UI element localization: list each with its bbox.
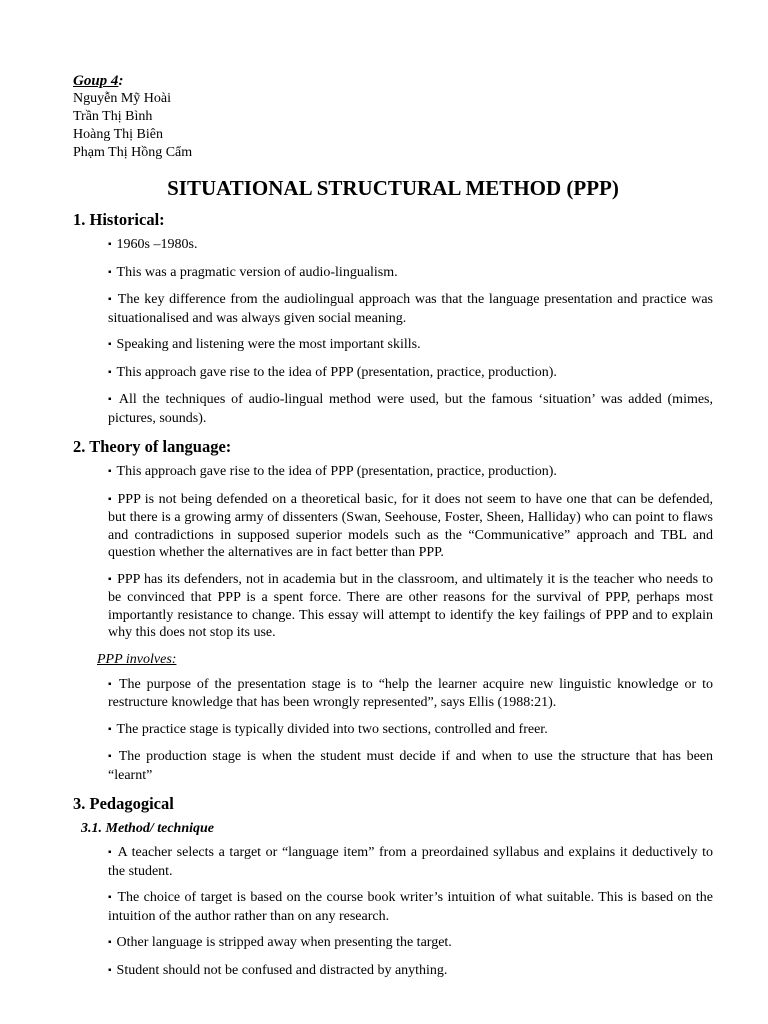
member-name: Hoàng Thị Biên: [73, 127, 163, 142]
member-name: Nguyễn Mỹ Hoài: [73, 91, 171, 106]
section-heading-pedagogical: 3. Pedagogical: [73, 794, 174, 813]
list-item: ▪ PPP has its defenders, not in academia but in the classroom, and ultimately it is the teacher who needs to be convinced that PPP is a spent force. There are other reasons for the survival of PPP, perhaps most importantly resistance to change. This essay will attempt to identify the key failings of PPP and to explain why this does not stop its use.: [108, 571, 713, 642]
group-label: Goup 4: [73, 73, 119, 89]
theory-bullet-list: [73, 463, 713, 642]
list-item: ▪ This approach gave rise to the idea of PPP (presentation, practice, production).: [108, 463, 713, 482]
subsection-heading-method: 3.1. Method/ technique: [81, 821, 215, 836]
pedagogical-bullet-list: [73, 844, 713, 980]
ppp-involves-label: PPP involves:: [97, 651, 177, 667]
list-item: ▪ Other language is stripped away when presenting the target.: [108, 934, 713, 953]
list-item: ▪ The purpose of the presentation stage is to “help the learner acquire new linguistic knowledge or to restructure knowledge that has been wrongly represented”, says Ellis (1988:21).: [108, 676, 713, 712]
historical-bullet-list: [73, 236, 713, 427]
list-item: ▪ The key difference from the audiolingual approach was that the language presentation and practice was situationalised and was always given social meaning.: [108, 291, 713, 327]
list-item: ▪ This approach gave rise to the idea of PPP (presentation, practice, production).: [108, 364, 713, 383]
member-name: Trần Thị Bình: [73, 109, 153, 124]
list-item: ▪ Speaking and listening were the most important skills.: [108, 336, 713, 355]
list-item: ▪ PPP is not being defended on a theoretical basic, for it does not seem to have one that can be defended, but there is a growing army of dissenters (Swan, Seehouse, Foster, Sheen, Halliday) who can point to flaws and contradictions in supposed superior models such as the “Communicative” approach and TBL and question whether the alternatives are in fact better than PPP.: [108, 491, 713, 562]
member-name: Phạm Thị Hồng Cẩm: [73, 145, 193, 160]
document-title: SITUATIONAL STRUCTURAL METHOD (PPP): [167, 176, 619, 200]
list-item: ▪ This was a pragmatic version of audio-lingualism.: [108, 264, 713, 283]
section-heading-theory: 2. Theory of language:: [73, 437, 232, 456]
list-item: ▪ All the techniques of audio-lingual method were used, but the famous ‘situation’ was added (mimes, pictures, sounds).: [108, 391, 713, 427]
involves-bullet-list: [73, 676, 713, 785]
section-heading-historical: 1. Historical:: [73, 210, 165, 229]
list-item: ▪ The choice of target is based on the course book writer’s intuition of what suitable. This is based on the intuition of the author rather than on any research.: [108, 889, 713, 925]
list-item: ▪ A teacher selects a target or “language item” from a preordained syllabus and explains it deductively to the student.: [108, 844, 713, 880]
group-heading: [73, 72, 713, 90]
group-colon: :: [118, 73, 124, 89]
list-item: ▪ 1960s –1980s.: [108, 236, 713, 255]
list-item: ▪ The production stage is when the student must decide if and when to use the structure that has been “learnt”: [108, 748, 713, 784]
list-item: ▪ The practice stage is typically divided into two sections, controlled and freer.: [108, 721, 713, 740]
list-item: ▪ Student should not be confused and distracted by anything.: [108, 962, 713, 981]
